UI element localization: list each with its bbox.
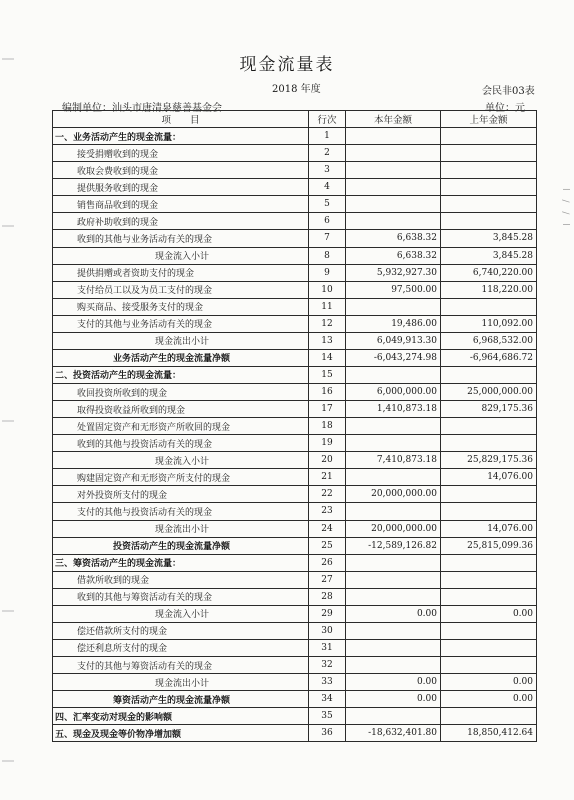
- table-row: [53, 230, 537, 247]
- row-item: 业务活动产生的现金流量净额: [53, 349, 309, 366]
- row-item: 五、现金及现金等价物净增加额: [53, 725, 309, 742]
- table-row: [53, 179, 537, 196]
- row-line-no: 28: [309, 588, 346, 605]
- row-current-amount: [346, 418, 441, 435]
- row-line-no: 10: [309, 281, 346, 298]
- row-line-no: 20: [309, 452, 346, 469]
- table-row: [53, 366, 537, 383]
- form-number: 会民非03表: [482, 86, 535, 97]
- table-row: [53, 196, 537, 213]
- row-line-no: 21: [309, 469, 346, 486]
- table-row: [53, 622, 537, 639]
- table-row: [53, 725, 537, 742]
- header-item: 项 目: [53, 111, 309, 128]
- row-line-no: 26: [309, 554, 346, 571]
- row-item: 政府补助收到的现金: [53, 213, 309, 230]
- row-item: 收到的其他与业务活动有关的现金: [53, 230, 309, 247]
- row-item: 现金流入小计: [53, 247, 309, 264]
- row-line-no: 5: [309, 196, 346, 213]
- row-prior-amount: [441, 622, 537, 639]
- row-prior-amount: [441, 196, 537, 213]
- table-header-row: [53, 111, 537, 128]
- row-current-amount: [346, 298, 441, 315]
- row-item: 投资活动产生的现金流量净额: [53, 537, 309, 554]
- row-current-amount: [346, 503, 441, 520]
- table-row: [53, 384, 537, 401]
- row-line-no: 30: [309, 622, 346, 639]
- row-prior-amount: 0.00: [441, 605, 537, 622]
- row-prior-amount: 18,850,412.64: [441, 725, 537, 742]
- row-prior-amount: -6,964,686.72: [441, 349, 537, 366]
- row-current-amount: 6,638.32: [346, 230, 441, 247]
- row-line-no: 19: [309, 435, 346, 452]
- row-line-no: 8: [309, 247, 346, 264]
- table-row: [53, 469, 537, 486]
- row-current-amount: [346, 196, 441, 213]
- row-current-amount: [346, 588, 441, 605]
- row-item: 四、汇率变动对现金的影响额: [53, 708, 309, 725]
- row-prior-amount: [441, 503, 537, 520]
- table-row: [53, 571, 537, 588]
- row-item: 现金流出小计: [53, 332, 309, 349]
- row-prior-amount: [441, 366, 537, 383]
- row-current-amount: [346, 213, 441, 230]
- row-current-amount: -12,589,126.82: [346, 537, 441, 554]
- row-item: 借款所收到的现金: [53, 571, 309, 588]
- row-current-amount: 20,000,000.00: [346, 486, 441, 503]
- binding-mark: [2, 225, 14, 227]
- row-prior-amount: 110,092.00: [441, 315, 537, 332]
- table-row: [53, 554, 537, 571]
- binding-mark: [2, 760, 14, 762]
- row-item: 支付的其他与筹资活动有关的现金: [53, 657, 309, 674]
- row-item: 购买商品、接受服务支付的现金: [53, 298, 309, 315]
- row-item: 支付的其他与投资活动有关的现金: [53, 503, 309, 520]
- row-line-no: 35: [309, 708, 346, 725]
- row-prior-amount: [441, 588, 537, 605]
- currency-unit: 单位：元: [485, 103, 525, 114]
- row-line-no: 13: [309, 332, 346, 349]
- binding-mark: [2, 420, 14, 422]
- row-prior-amount: 118,220.00: [441, 281, 537, 298]
- table-row: [53, 605, 537, 622]
- row-current-amount: 0.00: [346, 674, 441, 691]
- table-row: [53, 537, 537, 554]
- row-current-amount: 0.00: [346, 691, 441, 708]
- row-current-amount: [346, 554, 441, 571]
- row-line-no: 24: [309, 520, 346, 537]
- table-row: [53, 145, 537, 162]
- row-prior-amount: [441, 179, 537, 196]
- row-current-amount: [346, 128, 441, 145]
- row-item: 筹资活动产生的现金流量净额: [53, 691, 309, 708]
- row-current-amount: 6,638.32: [346, 247, 441, 264]
- row-current-amount: [346, 469, 441, 486]
- row-line-no: 11: [309, 298, 346, 315]
- row-current-amount: 6,000,000.00: [346, 384, 441, 401]
- table-row: [53, 503, 537, 520]
- row-current-amount: 0.00: [346, 605, 441, 622]
- row-current-amount: [346, 366, 441, 383]
- row-prior-amount: 25,815,099.36: [441, 537, 537, 554]
- table-row: [53, 401, 537, 418]
- row-current-amount: [346, 622, 441, 639]
- table-row: [53, 264, 537, 281]
- row-line-no: 7: [309, 230, 346, 247]
- row-prior-amount: [441, 298, 537, 315]
- row-prior-amount: 3,845.28: [441, 247, 537, 264]
- table-row: [53, 162, 537, 179]
- row-current-amount: 6,049,913.30: [346, 332, 441, 349]
- row-current-amount: [346, 708, 441, 725]
- row-item: 现金流出小计: [53, 520, 309, 537]
- header-line-no: 行次: [309, 111, 346, 128]
- row-prior-amount: 3,845.28: [441, 230, 537, 247]
- row-line-no: 25: [309, 537, 346, 554]
- row-prior-amount: [441, 708, 537, 725]
- row-prior-amount: [441, 486, 537, 503]
- row-item: 现金流出小计: [53, 674, 309, 691]
- row-current-amount: [346, 435, 441, 452]
- row-item: 二、投资活动产生的现金流量：: [53, 366, 309, 383]
- row-line-no: 3: [309, 162, 346, 179]
- row-current-amount: 97,500.00: [346, 281, 441, 298]
- binding-mark: [2, 610, 14, 612]
- table-row: [53, 639, 537, 656]
- row-line-no: 36: [309, 725, 346, 742]
- row-line-no: 34: [309, 691, 346, 708]
- row-item: 偿还利息所支付的现金: [53, 639, 309, 656]
- row-prior-amount: [441, 571, 537, 588]
- row-line-no: 27: [309, 571, 346, 588]
- table-row: [53, 332, 537, 349]
- table-row: [53, 435, 537, 452]
- row-line-no: 4: [309, 179, 346, 196]
- row-item: 取得投资收益所收到的现金: [53, 401, 309, 418]
- row-item: 提供捐赠或者资助支付的现金: [53, 264, 309, 281]
- row-line-no: 31: [309, 639, 346, 656]
- row-current-amount: [346, 162, 441, 179]
- row-current-amount: 1,410,873.18: [346, 401, 441, 418]
- row-item: 现金流入小计: [53, 605, 309, 622]
- row-line-no: 22: [309, 486, 346, 503]
- row-prior-amount: 25,829,175.36: [441, 452, 537, 469]
- row-prior-amount: 6,740,220.00: [441, 264, 537, 281]
- row-line-no: 18: [309, 418, 346, 435]
- table-row: [53, 349, 537, 366]
- row-item: 支付的其他与业务活动有关的现金: [53, 315, 309, 332]
- row-current-amount: [346, 657, 441, 674]
- row-prior-amount: [441, 554, 537, 571]
- row-item: 收到的其他与投资活动有关的现金: [53, 435, 309, 452]
- header-current-year: 本年金额: [346, 111, 441, 128]
- row-item: 收到的其他与筹资活动有关的现金: [53, 588, 309, 605]
- row-line-no: 12: [309, 315, 346, 332]
- table-row: [53, 128, 537, 145]
- row-item: 对外投资所支付的现金: [53, 486, 309, 503]
- row-line-no: 17: [309, 401, 346, 418]
- table-row: [53, 657, 537, 674]
- row-item: 现金流入小计: [53, 452, 309, 469]
- row-current-amount: [346, 571, 441, 588]
- header-prior-year: 上年金额: [441, 111, 537, 128]
- row-line-no: 6: [309, 213, 346, 230]
- row-line-no: 2: [309, 145, 346, 162]
- page-title: 现金流量表: [239, 55, 335, 75]
- row-prior-amount: 14,076.00: [441, 520, 537, 537]
- row-prior-amount: 0.00: [441, 691, 537, 708]
- row-line-no: 9: [309, 264, 346, 281]
- row-current-amount: 5,932,927.30: [346, 264, 441, 281]
- handwritten-margin-note: ǀ ∕ ∕ ǀ: [560, 188, 570, 229]
- row-item: 接受捐赠收到的现金: [53, 145, 309, 162]
- row-prior-amount: [441, 435, 537, 452]
- row-prior-amount: [441, 418, 537, 435]
- row-line-no: 29: [309, 605, 346, 622]
- row-item: 购建固定资产和无形资产所支付的现金: [53, 469, 309, 486]
- row-line-no: 15: [309, 366, 346, 383]
- table-row: [53, 588, 537, 605]
- row-prior-amount: 25,000,000.00: [441, 384, 537, 401]
- table-row: [53, 281, 537, 298]
- row-current-amount: -6,043,274.98: [346, 349, 441, 366]
- table-row: [53, 691, 537, 708]
- row-item: 支付给员工以及为员工支付的现金: [53, 281, 309, 298]
- row-prior-amount: 829,175.36: [441, 401, 537, 418]
- row-current-amount: [346, 145, 441, 162]
- table-row: [53, 486, 537, 503]
- row-item: 一、业务活动产生的现金流量：: [53, 128, 309, 145]
- row-item: 销售商品收到的现金: [53, 196, 309, 213]
- row-prior-amount: [441, 657, 537, 674]
- row-prior-amount: [441, 639, 537, 656]
- row-current-amount: -18,632,401.80: [346, 725, 441, 742]
- row-prior-amount: [441, 145, 537, 162]
- table-row: [53, 674, 537, 691]
- row-line-no: 23: [309, 503, 346, 520]
- table-row: [53, 708, 537, 725]
- row-item: 收取会费收到的现金: [53, 162, 309, 179]
- cash-flow-table: [52, 110, 537, 742]
- table-row: [53, 520, 537, 537]
- table-row: [53, 213, 537, 230]
- row-current-amount: 20,000,000.00: [346, 520, 441, 537]
- report-year: 2018 年度: [272, 84, 321, 95]
- row-item: 收回投资所收到的现金: [53, 384, 309, 401]
- table-row: [53, 247, 537, 264]
- row-prior-amount: [441, 162, 537, 179]
- row-prior-amount: 0.00: [441, 674, 537, 691]
- row-line-no: 32: [309, 657, 346, 674]
- row-item: 提供服务收到的现金: [53, 179, 309, 196]
- row-prior-amount: 14,076.00: [441, 469, 537, 486]
- reporting-organization: 编制单位：汕头市唐清泉慈善基金会: [62, 103, 222, 114]
- row-current-amount: [346, 639, 441, 656]
- table-row: [53, 452, 537, 469]
- row-current-amount: [346, 179, 441, 196]
- table-row: [53, 315, 537, 332]
- row-prior-amount: [441, 128, 537, 145]
- row-current-amount: 19,486.00: [346, 315, 441, 332]
- table-row: [53, 298, 537, 315]
- row-line-no: 14: [309, 349, 346, 366]
- row-item: 处置固定资产和无形资产所收回的现金: [53, 418, 309, 435]
- row-prior-amount: 6,968,532.00: [441, 332, 537, 349]
- row-item: 三、筹资活动产生的现金流量：: [53, 554, 309, 571]
- row-line-no: 1: [309, 128, 346, 145]
- row-current-amount: 7,410,873.18: [346, 452, 441, 469]
- row-prior-amount: [441, 213, 537, 230]
- row-line-no: 16: [309, 384, 346, 401]
- row-item: 偿还借款所支付的现金: [53, 622, 309, 639]
- table-row: [53, 418, 537, 435]
- row-line-no: 33: [309, 674, 346, 691]
